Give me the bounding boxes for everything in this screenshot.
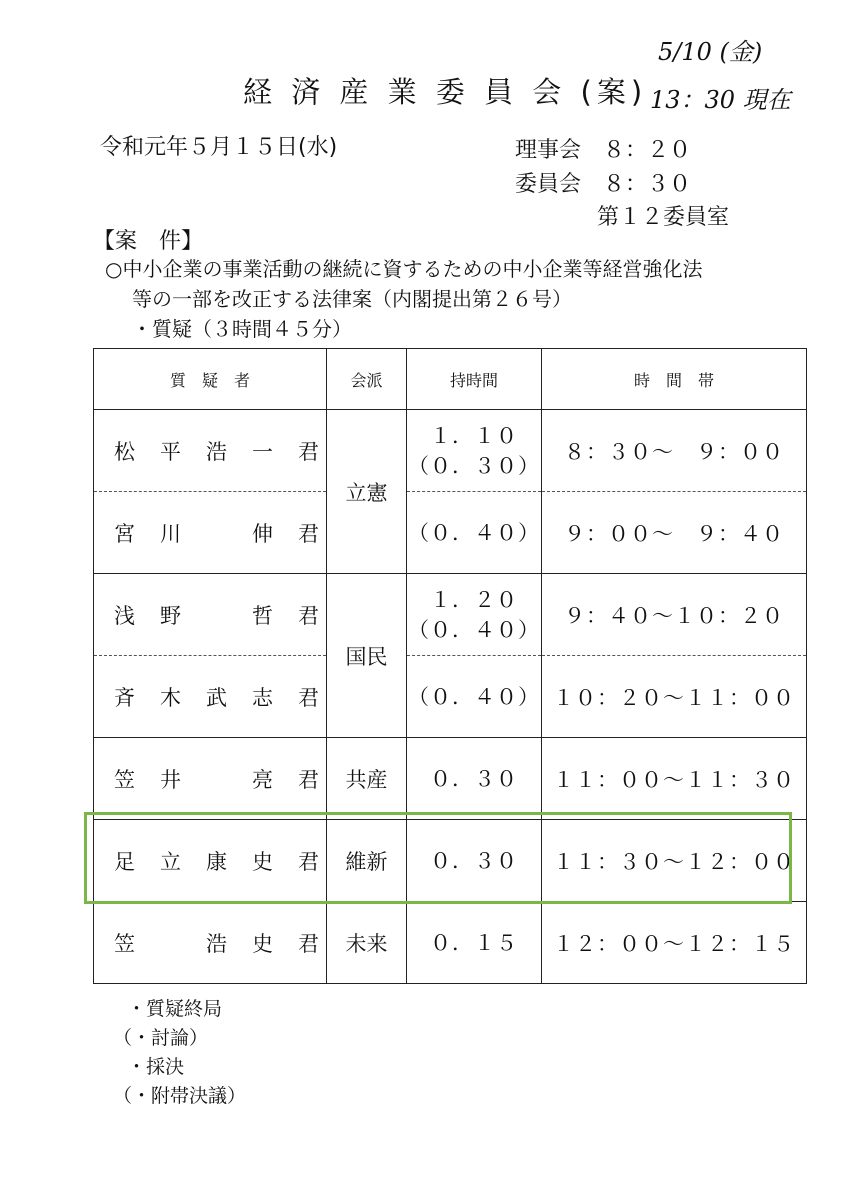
party-total-time: １．１０ bbox=[430, 423, 518, 448]
agenda-step-question-end: ・質疑終局 bbox=[127, 998, 223, 1020]
question-schedule-table bbox=[93, 348, 807, 984]
individual-time: （０．３０） bbox=[408, 453, 540, 478]
committee-meeting-time: 委員会 ８：３０ bbox=[515, 172, 692, 197]
table-header-row bbox=[94, 349, 807, 410]
timeslot-cell: １０：２０～１１：００ bbox=[542, 656, 807, 738]
duration-cell: ０．３０ bbox=[407, 738, 542, 820]
party-cell: 未来 bbox=[327, 902, 407, 984]
meeting-room: 第１２委員室 bbox=[597, 205, 730, 230]
party-cell: 維新 bbox=[327, 820, 407, 902]
meeting-date: 令和元年５月１５日(水) bbox=[100, 135, 338, 160]
party-total-time: １．２０ bbox=[430, 587, 518, 612]
header-duration: 持時間 bbox=[407, 349, 542, 410]
agenda-step-vote: ・採決 bbox=[127, 1056, 185, 1078]
table-row bbox=[94, 410, 807, 492]
table-row bbox=[94, 656, 807, 738]
questioner-name: 松 平 浩 一 君 bbox=[94, 410, 327, 492]
bill-title-line2: 等の一部を改正する法律案（内閣提出第２６号） bbox=[132, 287, 572, 311]
duration-cell: ０．３０ bbox=[407, 820, 542, 902]
timeslot-cell: １２：００～１２：１５ bbox=[542, 902, 807, 984]
duration-cell: （０．４０） bbox=[407, 656, 542, 738]
header-questioner: 質 疑 者 bbox=[94, 349, 327, 410]
board-meeting-time: 理事会 ８：２０ bbox=[515, 138, 692, 163]
duration-cell bbox=[407, 574, 542, 656]
timeslot-cell: １１：００～１１：３０ bbox=[542, 738, 807, 820]
duration-cell: （０．４０） bbox=[407, 492, 542, 574]
header-party: 会派 bbox=[327, 349, 407, 410]
questioner-name: 笠 浩 史 君 bbox=[94, 902, 327, 984]
handwritten-time: 13：30 現在 bbox=[650, 86, 791, 114]
page-title: 経 済 産 業 委 員 会 (案) bbox=[243, 75, 648, 109]
questioner-name: 浅 野 哲 君 bbox=[94, 574, 327, 656]
agenda-step-resolution: （・附帯決議） bbox=[113, 1085, 247, 1107]
timeslot-cell: ９：４０～１０：２０ bbox=[542, 574, 807, 656]
party-cell: 国民 bbox=[327, 574, 407, 738]
questioner-name: 笠 井 亮 君 bbox=[94, 738, 327, 820]
timeslot-cell: １１：３０～１２：００ bbox=[542, 820, 807, 902]
party-cell: 立憲 bbox=[327, 410, 407, 574]
table-row-highlighted bbox=[94, 820, 807, 902]
duration-cell: ０．１５ bbox=[407, 902, 542, 984]
agenda-heading: 【案 件】 bbox=[93, 229, 204, 254]
timeslot-cell: ９：００～ ９：４０ bbox=[542, 492, 807, 574]
questioner-name: 足 立 康 史 君 bbox=[94, 820, 327, 902]
party-cell: 共産 bbox=[327, 738, 407, 820]
bill-title-line1: ○中小企業の事業活動の継続に資するための中小企業等経営強化法 bbox=[105, 257, 703, 281]
table-row bbox=[94, 492, 807, 574]
questioner-name: 宮 川 伸 君 bbox=[94, 492, 327, 574]
handwritten-date: 5/10 (金) bbox=[658, 38, 763, 66]
table-row bbox=[94, 738, 807, 820]
individual-time: （０．４０） bbox=[408, 617, 540, 642]
table-row bbox=[94, 574, 807, 656]
duration-cell bbox=[407, 410, 542, 492]
questioner-name: 斉 木 武 志 君 bbox=[94, 656, 327, 738]
timeslot-cell: ８：３０～ ９：００ bbox=[542, 410, 807, 492]
question-duration: ・質疑（３時間４５分） bbox=[132, 317, 352, 341]
agenda-step-debate: （・討論） bbox=[113, 1027, 209, 1049]
table-row bbox=[94, 902, 807, 984]
header-timeslot: 時 間 帯 bbox=[542, 349, 807, 410]
